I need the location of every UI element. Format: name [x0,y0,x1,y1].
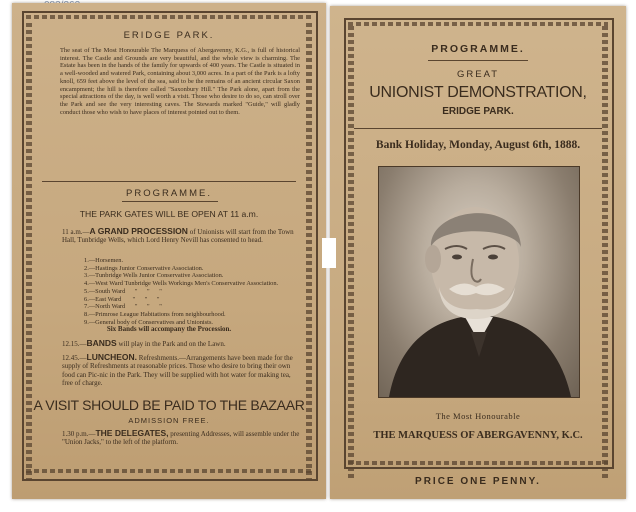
divider [42,181,296,182]
delegates-text: presenting Addresses, will assemble under the "Union Jacks," to the left of the platform. [62,430,300,447]
divider [428,60,528,61]
eridge-heading: ERIDGE PARK. [123,30,215,41]
programme-heading: PROGRAMME. [431,43,525,55]
procession-time: 11 a.m.— [62,228,90,236]
procession-text: of Unionists will start from the Town Hall, Tunbridge Wells, which Lord Henry Nevill has consented to head. [62,228,294,245]
divider [122,201,218,202]
bands-note: Six Bands will accompany the Procession. [106,325,232,333]
intro-paragraph: The seat of The Most Honourable The Marquess of Abergavenny, K.G., is full of historical interest. The Castle and Grounds are very beautiful, and the whole view is charming. The Estate has been in the hands of the family for upwards of 400 years. The Castle is situated in a well-wooded and watered Park, containing about 3,000 acres. In a part of the Park is a lofty knoll, 659 feet above the level of the sea, said to be the remains of an ancient circular Saxon encampment; the hill is therefore called "Saxonbury Hill." The Park alone, apart from the special attractions of the day, is well worth a visit. Those who desire to do so, can stroll over the Park and see the very interesting caves. The Stewards marked "Guide," will gladly conduct those who wish to have places of interest pointed out to them. [60,47,300,116]
venue-title: ERIDGE PARK. [442,106,514,117]
delegates-time: 1.30 p.m.— [62,430,96,438]
right-page [330,6,626,499]
list-item: 5.—South Ward " " " [84,287,162,295]
left-chain-bottom [26,469,312,473]
list-item: 9.—General body of Conservatives and Unionists. [84,318,214,326]
procession-list [84,257,304,326]
bazaar-notice: A VISIT SHOULD BE PAID TO THE BAZAAR [33,397,305,413]
right-chain-top [348,22,608,26]
right-chain-bottom [348,461,608,465]
list-item: 4.—West Ward Tunbridge Wells Workings Men's Conservative Association. [84,280,279,288]
portrait-caption-title: The Most Honourable [435,411,521,421]
paper-tear [322,238,336,268]
list-item: 6.—East Ward " " " [84,295,160,303]
demonstration-title: UNIONIST DEMONSTRATION, [369,84,587,101]
left-chain-top [26,15,312,19]
event-date: Bank Holiday, Monday, August 6th, 1888. [375,139,581,151]
gates-notice: THE PARK GATES WILL BE OPEN AT 11 a.m. [79,209,259,219]
list-item: 1.—Horsemen. [84,257,124,264]
bands-text: will play in the Park and on the Lawn. [118,340,226,348]
bands-entry [62,339,302,348]
luncheon-text: Refreshments.—Arrangements have been made for the supply of Refreshments at reasonable prices. Those who desire to bring their own food can Pic-nic in the Park. They will be supplied with hot water for making tea, free of charge. [62,354,293,387]
delegates-title: THE DELEGATES, [95,428,169,438]
procession-entry [62,227,302,245]
luncheon-title: LUNCHEON. [86,352,138,362]
procession-title: A GRAND PROCESSION [89,226,188,236]
bands-time: 12.15.— [62,340,87,348]
divider [354,128,602,129]
list-item: 3.—Tunbridge Wells Junior Conservative Association. [84,272,224,280]
portrait-caption-name: THE MARQUESS OF ABERGAVENNY, K.C. [373,430,583,441]
programme-title: PROGRAMME. [126,188,212,199]
price-label: PRICE ONE PENNY. [415,476,541,487]
bands-title: BANDS [86,338,117,348]
portrait-illustration [379,167,579,397]
list-item: 2.—Hastings Junior Conservative Association. [84,264,204,272]
great-label: GREAT [456,69,500,80]
delegates-entry [62,429,302,447]
marquess-portrait [378,166,580,398]
admission-note: ADMISSION FREE. [128,416,210,425]
list-item: 8.—Primrose League Habitations from neighbourhood. [84,310,226,318]
left-page [12,3,326,499]
luncheon-entry [62,353,302,387]
list-item: 7.—North Ward " " " [84,303,162,311]
luncheon-time: 12.45.— [62,354,87,362]
